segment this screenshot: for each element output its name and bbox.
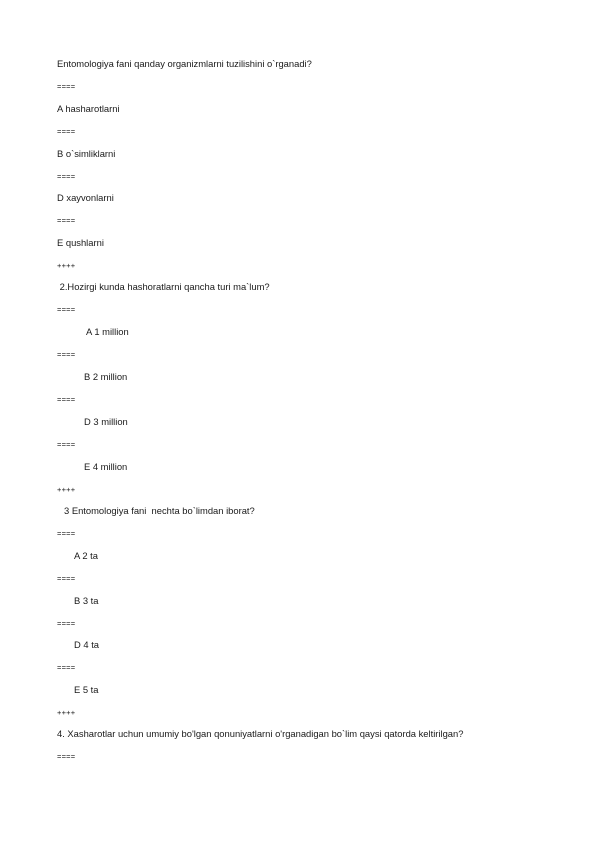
separator: ====	[57, 529, 76, 538]
q2-option-b: B 2 million	[84, 371, 128, 382]
separator: ====	[57, 395, 76, 404]
separator: ====	[57, 752, 76, 761]
separator: ====	[57, 440, 76, 449]
separator: ====	[57, 305, 76, 314]
separator: ====	[57, 172, 76, 181]
q3-option-e: E 5 ta	[74, 684, 99, 695]
q3-option-a: A 2 ta	[74, 550, 98, 561]
separator: ====	[57, 350, 76, 359]
question-2-text: 2.Hozirgi kunda hashoratlarni qancha turi ma`lum?	[57, 281, 270, 292]
q1-option-a: A hasharotlarni	[57, 103, 120, 114]
question-end-marker: ++++	[57, 261, 76, 270]
question-1-text: Entomologiya fani qanday organizmlarni tuzilishini o`rganadi?	[57, 58, 312, 69]
separator: ====	[57, 619, 76, 628]
q2-option-e: E 4 million	[84, 461, 128, 472]
question-end-marker: ++++	[57, 708, 76, 717]
separator: ====	[57, 82, 76, 91]
q1-option-d: D xayvonlarni	[57, 192, 114, 203]
question-3-text: 3 Entomologiya fani nechta bo`limdan iborat?	[64, 505, 255, 516]
q3-option-d: D 4 ta	[74, 639, 100, 650]
question-4-text: 4. Xasharotlar uchun umumiy bo'lgan qonuniyatlarni o'rganadigan bo`lim qaysi qatorda keltirilgan?	[57, 728, 464, 739]
separator: ====	[57, 127, 76, 136]
q3-option-b: B 3 ta	[74, 595, 99, 606]
question-end-marker: ++++	[57, 485, 76, 494]
q2-option-a: A 1 million	[86, 326, 129, 337]
separator: ====	[57, 574, 76, 583]
q1-option-b: B o`simliklarni	[57, 148, 116, 159]
q1-option-e: E qushlarni	[57, 237, 104, 248]
q2-option-d: D 3 million	[84, 416, 128, 427]
separator: ====	[57, 216, 76, 225]
separator: ====	[57, 663, 76, 672]
